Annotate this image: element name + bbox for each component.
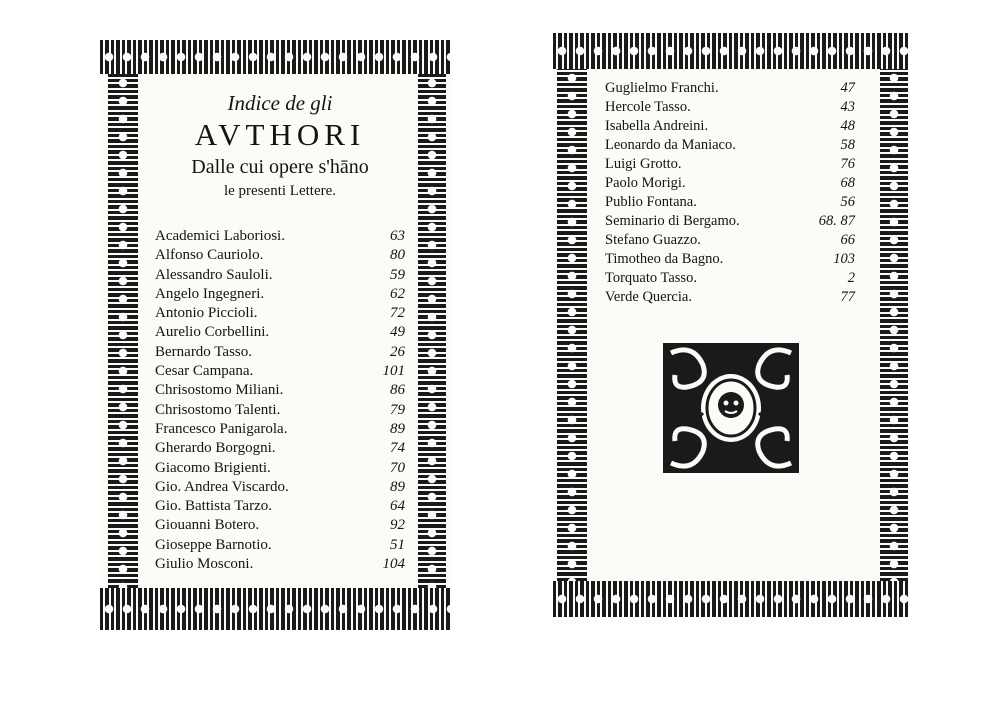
- border-left: [557, 69, 587, 581]
- index-entry: [155, 537, 405, 556]
- index-entry: [605, 156, 855, 175]
- page-number: 49: [390, 324, 405, 341]
- page-number: 89: [390, 478, 405, 495]
- author-name: Angelo Ingegneri.: [155, 285, 265, 302]
- index-entry: [155, 517, 405, 536]
- page-number: 2: [847, 270, 855, 286]
- title-line-1: Indice de gli: [227, 91, 333, 115]
- page-number: 77: [840, 289, 855, 305]
- page-number: 74: [390, 440, 405, 457]
- author-name: Giulio Mosconi.: [155, 556, 254, 573]
- index-entry: [605, 289, 855, 308]
- author-name: Isabella Andreini.: [605, 118, 709, 134]
- page-number: 89: [390, 420, 405, 437]
- page-number: 56: [840, 194, 855, 210]
- index-entry: [605, 137, 855, 156]
- page-number: 86: [390, 382, 405, 399]
- border-top: [553, 33, 910, 69]
- author-name: Paolo Morigi.: [605, 175, 686, 191]
- border-bottom: [100, 588, 452, 630]
- author-name: Antonio Piccioli.: [155, 305, 258, 322]
- author-name: Cesar Campana.: [155, 363, 254, 380]
- author-name: Luigi Grotto.: [605, 156, 682, 172]
- index-entry: [155, 498, 405, 517]
- index-entry: [155, 479, 405, 498]
- index-entry: [605, 80, 855, 99]
- index-entry: [155, 344, 405, 363]
- author-name: Publio Fontana.: [605, 194, 697, 210]
- index-entry: [605, 270, 855, 289]
- index-entry: [155, 382, 405, 401]
- page-number: 72: [390, 305, 405, 322]
- author-name: Stefano Guazzo.: [605, 232, 701, 248]
- page-number: 76: [840, 156, 855, 172]
- index-entry: [155, 460, 405, 479]
- index-entry: [155, 267, 405, 286]
- border-right: [880, 69, 908, 581]
- page-number: 47: [840, 80, 855, 96]
- index-entry: [605, 118, 855, 137]
- page-number: 104: [382, 556, 405, 573]
- index-title: [145, 90, 415, 202]
- page-number: 70: [390, 459, 405, 476]
- page-number: 92: [390, 517, 405, 534]
- cherub-device-icon: [663, 343, 799, 473]
- index-entry: [605, 232, 855, 251]
- index-entry: [155, 305, 405, 324]
- author-name: Verde Quercia.: [605, 289, 692, 305]
- page-number: 101: [382, 363, 405, 380]
- title-line-3: Dalle cui opere s'hāno: [191, 156, 369, 178]
- page-number: 62: [390, 285, 405, 302]
- page-number: 79: [390, 401, 405, 418]
- author-name: Academici Laboriosi.: [155, 228, 285, 244]
- index-entry: [155, 440, 405, 459]
- index-entry: [155, 402, 405, 421]
- page-number: 26: [390, 343, 405, 360]
- index-entry: [605, 99, 855, 118]
- author-name: Gio. Battista Tarzo.: [155, 498, 272, 515]
- author-name: Aurelio Corbellini.: [155, 324, 270, 341]
- author-index-list: [155, 228, 405, 575]
- page-number: 63: [390, 228, 405, 244]
- page-number: 64: [390, 498, 405, 515]
- page-number: 68. 87: [818, 213, 855, 229]
- page-number: 80: [390, 247, 405, 264]
- author-name: Gherardo Borgogni.: [155, 440, 276, 457]
- title-line-4: le presenti Lettere.: [223, 183, 337, 199]
- index-entry: [155, 324, 405, 343]
- author-name: Chrisostomo Miliani.: [155, 382, 284, 399]
- author-name: Torquato Tasso.: [605, 270, 697, 286]
- index-entry: [155, 363, 405, 382]
- author-name: Giacomo Brigienti.: [155, 459, 271, 476]
- page-number: 59: [390, 266, 405, 283]
- author-name: Bernardo Tasso.: [155, 343, 252, 360]
- left-page: [100, 40, 452, 630]
- border-top: [100, 40, 452, 74]
- author-name: Alfonso Cauriolo.: [155, 247, 264, 264]
- page-number: 43: [840, 99, 855, 115]
- right-page: [553, 33, 910, 617]
- index-entry: [605, 175, 855, 194]
- author-name: Chrisostomo Talenti.: [155, 401, 281, 418]
- index-entry: [155, 286, 405, 305]
- border-left: [108, 74, 138, 588]
- index-entry: [155, 421, 405, 440]
- author-name: Hercole Tasso.: [605, 99, 691, 115]
- author-name: Seminario di Bergamo.: [605, 213, 740, 229]
- author-name: Giouanni Botero.: [155, 517, 260, 534]
- author-name: Alessandro Sauloli.: [155, 266, 273, 283]
- page-number: 51: [390, 536, 405, 553]
- author-name: Gioseppe Barnotio.: [155, 536, 272, 553]
- page-number: 48: [840, 118, 855, 134]
- index-entry: [605, 213, 855, 232]
- author-name: Timotheo da Bagno.: [605, 251, 724, 267]
- page-number: 103: [833, 251, 855, 267]
- author-name: Gio. Andrea Viscardo.: [155, 478, 289, 495]
- index-entry: [155, 247, 405, 266]
- border-right: [418, 74, 446, 588]
- author-name: Leonardo da Maniaco.: [605, 137, 736, 153]
- index-entry: [605, 194, 855, 213]
- author-name: Francesco Panigarola.: [155, 420, 288, 437]
- page-number: 66: [840, 232, 855, 248]
- author-name: Guglielmo Franchi.: [605, 80, 719, 96]
- border-bottom: [553, 581, 910, 617]
- page-number: 58: [840, 137, 855, 153]
- index-entry: [155, 556, 405, 575]
- author-index-list: [605, 80, 855, 308]
- index-entry: [155, 228, 405, 247]
- page-number: 68: [840, 175, 855, 191]
- index-entry: [605, 251, 855, 270]
- title-line-2: AVTHORI: [194, 117, 366, 152]
